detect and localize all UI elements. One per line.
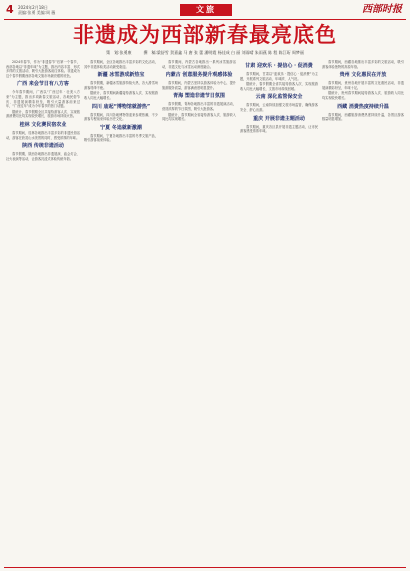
subhead-guilin: 桂林 文化赛民宿农业	[19, 121, 67, 128]
paragraph: 春节假期，新疆冰雪旅游持续火热，各大滑雪场游客络绎不绝。	[84, 81, 158, 90]
paragraph: 今年春节期间，广西以“广西过年 · 壮美八方来”为主题，推出多项新春文旅活动，各地民俗节庆、非遗展演精彩纷呈，吸引大量游客前来过年，“广西过年”成为今年春节的热门话题。	[6, 90, 80, 109]
column-4	[240, 60, 318, 565]
paragraph: 春节期间，桂林各地推出丰富多彩的非遗民俗活动，游客在欣赏山水美景的同时，感受浓厚的年味。	[6, 130, 80, 140]
top-rule	[4, 19, 406, 20]
page-editors: 责编:张勇 美编:周 薇	[18, 10, 56, 15]
section-label: 文旅	[180, 4, 232, 16]
page-date: 2024年2月18日	[18, 5, 48, 10]
subhead-yunnan: 云南 深化监管保安全	[255, 94, 303, 101]
paragraph: 据统计，贵州春节期间接待游客人次、旅游收入同比均实现较快增长。	[322, 91, 404, 100]
masthead	[4, 4, 406, 18]
paragraph: 春节期间，宁夏各地推出丰富的冬季文旅产品，吸引游客前来体验。	[84, 133, 158, 143]
paragraph: 春节期间，全区各地推出丰富多彩的文化活动，其中非遗体验类活动最受欢迎。	[84, 60, 158, 69]
column-3	[162, 60, 236, 565]
paragraph: 春节期间，西藏各地推出丰富多彩的文旅活动，吸引游客体验独特的高原年俗。	[322, 60, 404, 69]
byline: 策 划:张勇康 撰 稿:梁舒雪 贺嘉鑫 马 唐 张 蕾 潘明霞 杨佳成 白 丽 刘雨晴 朱雨燕 陈 程 陈江珩 周梦丽	[106, 50, 304, 55]
paragraph: 春节假期，陕西各地推出非遗展演、庙会灯会、社火表演等活动，让游客沉浸式体验传统年俗。	[6, 152, 80, 161]
paragraph: 春节期间，内蒙古坚持以游客体验为中心，提升旅游服务质量，游客满意度明显提升。	[162, 81, 236, 90]
bottom-rule	[4, 567, 406, 568]
paragraph: 据统计，春节假期全区共接待游客人次、实现旅游消费同比均实现较快增长，旅游市场持续火热。	[6, 109, 80, 119]
paragraph: 据统计，春节期间新疆接待游客人次、实现旅游收入同比大幅增长。	[84, 91, 158, 100]
subhead-xinjiang: 新疆 冰雪游成新热宝	[97, 72, 145, 79]
subhead-qinghai: 青海 塑造非遗节日氛围	[173, 93, 225, 100]
paragraph: 春节期间，甘肃以“迎欢乐 · 提信心 · 促消费”为主题，开展系列文旅活动，年味浓、人气旺。	[240, 72, 318, 81]
page-info	[18, 5, 55, 15]
paragraph: 春节期间，西藏旅游消费热度持续升温，各景区游客数量明显增加。	[322, 112, 404, 122]
subhead-xizang: 西藏 消费热度持续升温	[337, 103, 389, 110]
subhead-shaanxi: 陕西 传统非遗活动	[22, 143, 64, 150]
paragraph: 春节期间，云南持续加强文旅市场监管，确保游客安全、舒心出游。	[240, 103, 318, 112]
subhead-ningxia: 宁夏 冬追就新激潮	[100, 124, 142, 131]
subhead-guizhou: 贵州 文化惠民在开放	[339, 72, 387, 79]
paragraph: 春节期间，重庆各区县开展非遗主题活动，让市民游客感受浓浓年味。	[240, 124, 318, 134]
paragraph: 春节假期，青海各地推出丰富的非遗展演活动，营造浓厚的节日氛围，吸引大批游客。	[162, 102, 236, 111]
brand-logo: 西部时报	[362, 4, 402, 15]
headline: 非遗成为西部新春最亮底色	[73, 23, 337, 47]
paragraph: 据统计，春节假期全省共接待游客人次、实现旅游收入同比大幅增长，文旅市场持续回暖。	[240, 82, 318, 91]
column-5	[322, 60, 404, 565]
subhead-neimenggu: 内蒙古 创意服务提升观感体验	[165, 72, 233, 79]
intro-paragraph: 2024年春节，作为“非遗春节”后第一个春节，西部各地以“非遗年味”为主题，推出内容丰富、形式多样的文旅活动，吸引大批游客前往体验。非遗成为这个春节假期西部各地文旅市场最亮眼的底色。	[6, 60, 80, 78]
subhead-sichuan: 四川 庙起“博物馆就游热”	[91, 103, 151, 110]
paragraph: 春节期间，四川各地博物馆迎来参观热潮，不少游客专程前来体验历史文化。	[84, 112, 158, 122]
paragraph: 春节期间，内蒙古各地推出一系列冰雪旅游活动，非遗文化与冰雪运动深度融合。	[162, 60, 236, 69]
subhead-guangxi: 广西 来会节日有八方客	[17, 81, 69, 88]
subhead-chongqing: 重庆 开展非遗主题活动	[253, 115, 305, 122]
paragraph: 春节期间，贵州各地开展丰富的文化惠民活动，非遗展演精彩纷呈，年味十足。	[322, 81, 404, 90]
page-number: 4	[6, 3, 14, 16]
column-1	[6, 60, 80, 565]
paragraph: 据统计，春节期间全省接待游客人次、旅游收入同比均实现增长。	[162, 112, 236, 122]
column-2	[84, 60, 158, 565]
subhead-gansu: 甘肃 迎欢乐 · 提信心 · 促消费	[245, 63, 313, 69]
